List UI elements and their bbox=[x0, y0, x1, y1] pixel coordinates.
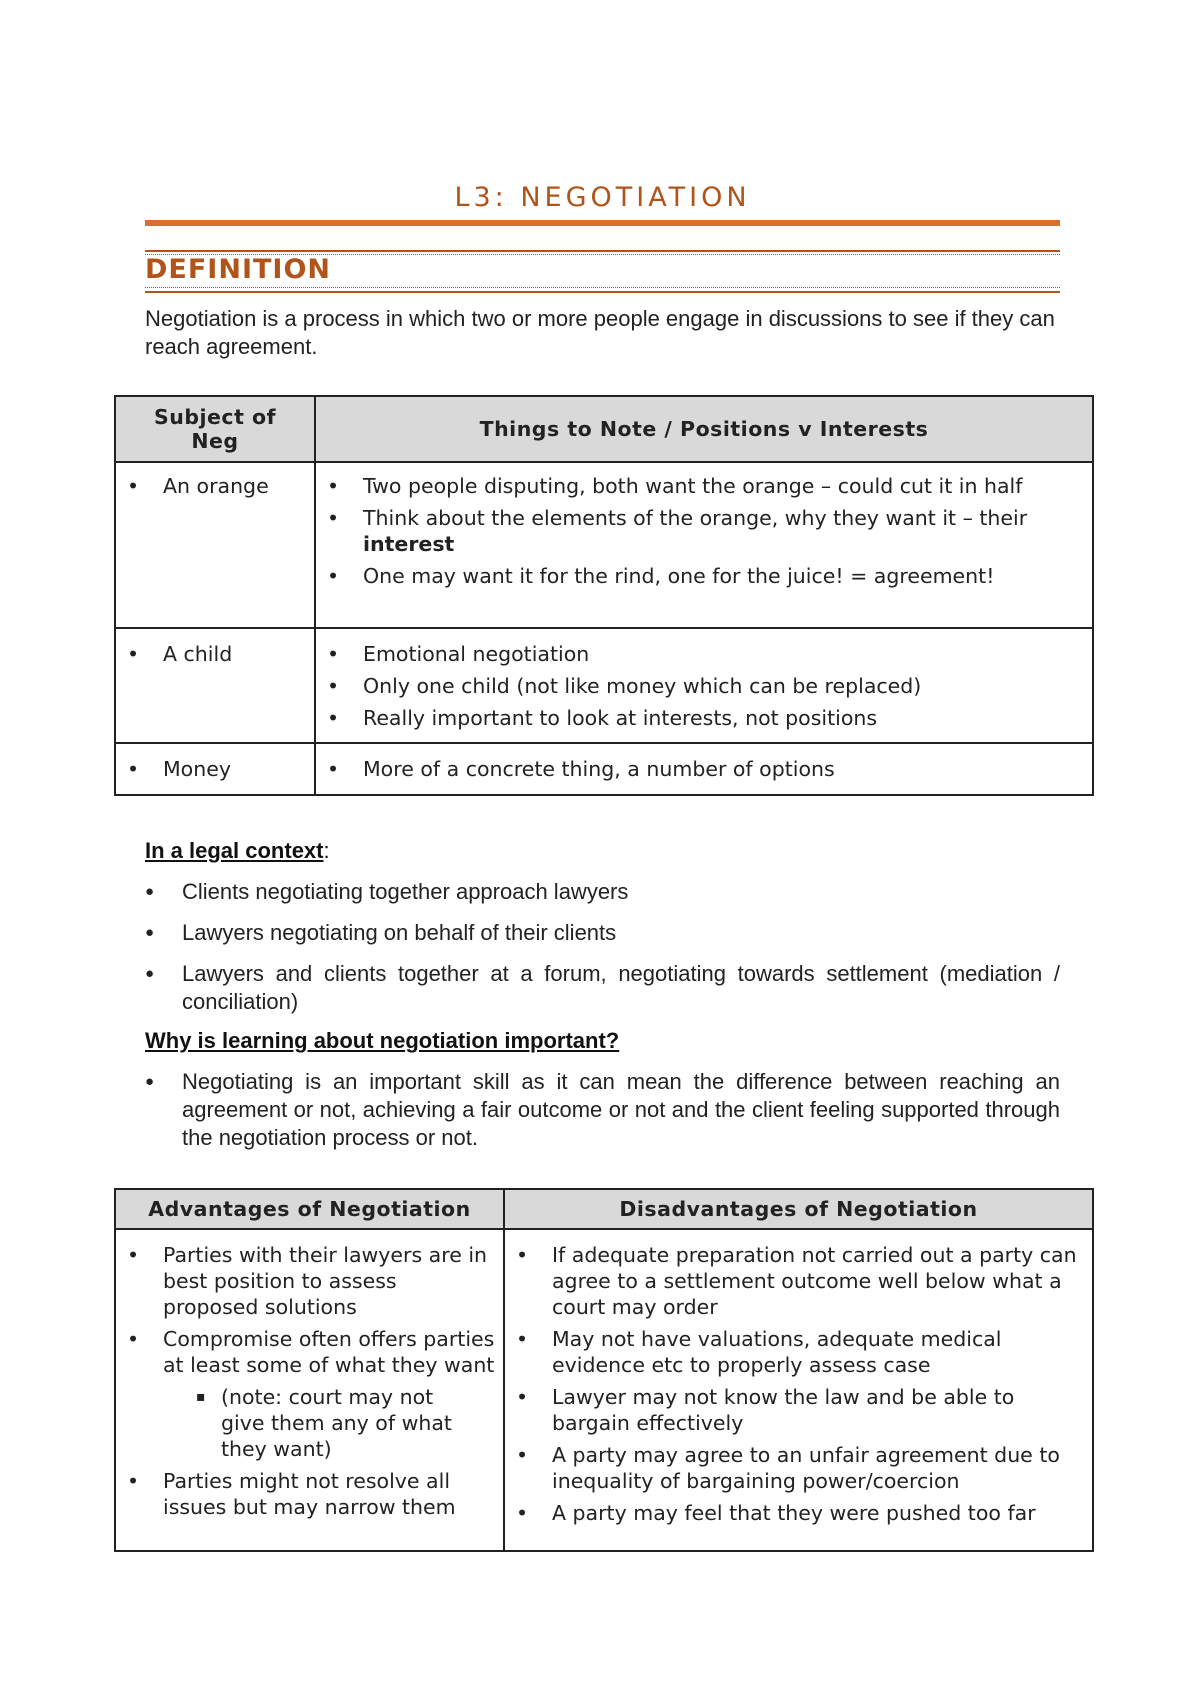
note-item: • More of a concrete thing, a number of options bbox=[316, 756, 1092, 782]
subject-cell bbox=[115, 462, 315, 628]
subject-item: • A child bbox=[116, 641, 314, 667]
title-rule bbox=[145, 220, 1060, 226]
notes-header: Things to Note / Positions v Interests bbox=[315, 396, 1093, 462]
disadvantage-item: • A party may agree to an unfair agreement due to inequality of bargaining power/coercion bbox=[505, 1442, 1092, 1494]
notes-cell bbox=[315, 462, 1093, 628]
subject-cell bbox=[115, 628, 315, 743]
note-item: • Emotional negotiation bbox=[316, 641, 1092, 667]
advantage-subitem: ▪ (note: court may not give them any of what they want) bbox=[116, 1384, 503, 1462]
legal-context-heading-text: In a legal context bbox=[145, 838, 324, 863]
disadvantage-item: • May not have valuations, adequate medical evidence etc to properly assess case bbox=[505, 1326, 1092, 1378]
section-rule-top bbox=[145, 250, 1060, 252]
subject-header-text: Subject of Neg bbox=[153, 405, 277, 453]
why-important-heading: Why is learning about negotiation important? bbox=[145, 1028, 620, 1053]
subject-header bbox=[115, 396, 315, 462]
section-rule-bottom bbox=[145, 291, 1060, 293]
subject-table bbox=[114, 395, 1094, 796]
advantages-header: Advantages of Negotiation bbox=[115, 1189, 504, 1229]
note-item: • Really important to look at interests, not positions bbox=[316, 705, 1092, 731]
subject-cell bbox=[115, 743, 315, 795]
advantages-table bbox=[114, 1188, 1094, 1552]
note-item: • One may want it for the rind, one for the juice! = agreement! bbox=[316, 563, 1092, 589]
advantage-item: • Parties might not resolve all issues but may narrow them bbox=[116, 1468, 503, 1520]
list-item: ● Lawyers negotiating on behalf of their clients bbox=[145, 919, 1060, 947]
advantages-cell bbox=[115, 1229, 504, 1551]
definition-text: Negotiation is a process in which two or more people engage in discussions to see if they can reach agreement. bbox=[145, 306, 1055, 359]
advantage-item: • Compromise often offers parties at least some of what they want bbox=[116, 1326, 503, 1378]
notes-cell bbox=[315, 743, 1093, 795]
note-item bbox=[316, 505, 1092, 557]
list-item: ● Lawyers and clients together at a forum, negotiating towards settlement (mediation / conciliation) bbox=[145, 960, 1060, 1016]
disadvantage-item: • Lawyer may not know the law and be able to bargain effectively bbox=[505, 1384, 1092, 1436]
note-text: Think about the elements of the orange, why they want it – their bbox=[363, 506, 1028, 530]
disadvantage-item: • A party may feel that they were pushed too far bbox=[505, 1500, 1092, 1526]
note-emphasis: interest bbox=[363, 532, 455, 556]
disadvantages-cell bbox=[504, 1229, 1093, 1551]
heading-colon: : bbox=[323, 838, 330, 863]
note-item: • Two people disputing, both want the orange – could cut it in half bbox=[316, 473, 1092, 499]
list-item: ● Negotiating is an important skill as it can mean the difference between reaching an agreement or not, achieving a fair outcome or not and the client feeling supported through the negotiation process or not. bbox=[145, 1068, 1060, 1152]
list-item: ● Clients negotiating together approach lawyers bbox=[145, 878, 1060, 906]
why-important-list bbox=[145, 1068, 1060, 1165]
section-rule-bottom-dotted bbox=[145, 287, 1060, 288]
subject-item: • An orange bbox=[116, 473, 314, 499]
legal-context-list bbox=[145, 878, 1060, 1029]
note-item: • Only one child (not like money which can be replaced) bbox=[316, 673, 1092, 699]
definition-heading: DEFINITION bbox=[145, 254, 332, 285]
notes-cell bbox=[315, 628, 1093, 743]
advantage-item: • Parties with their lawyers are in best position to assess proposed solutions bbox=[116, 1242, 503, 1320]
subject-item: • Money bbox=[116, 756, 314, 782]
legal-context-heading bbox=[145, 838, 330, 864]
page-title: L3: NEGOTIATION bbox=[454, 182, 751, 213]
disadvantages-header: Disadvantages of Negotiation bbox=[504, 1189, 1093, 1229]
disadvantage-item: • If adequate preparation not carried out a party can agree to a settlement outcome well below what a court may order bbox=[505, 1242, 1092, 1320]
